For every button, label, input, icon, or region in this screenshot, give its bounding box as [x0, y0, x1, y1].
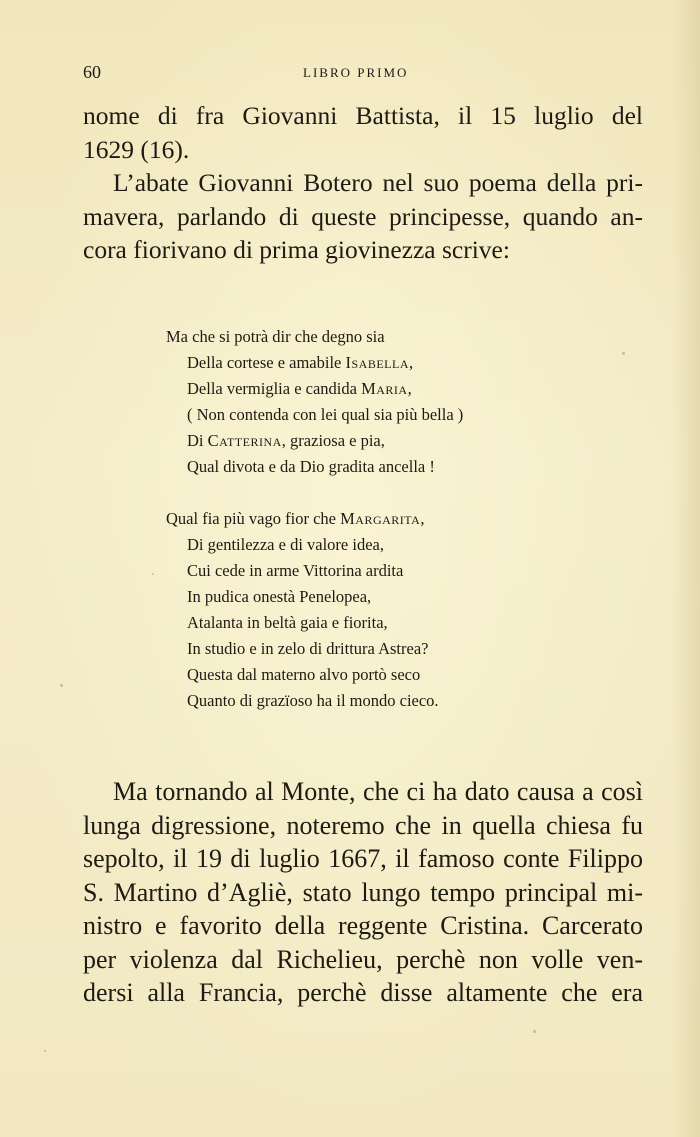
poem-stanza-1 — [166, 324, 546, 480]
text-line: S. Martino d’Agliè, stato lungo tempo principal mi- — [83, 877, 643, 907]
poem-verse: Della vermiglia e candida Maria, — [187, 379, 412, 398]
poem-verse: Atalanta in beltà gaia e fiorita, — [187, 613, 388, 632]
paper-speck — [533, 1030, 536, 1033]
running-head: LIBRO PRIMO — [303, 65, 409, 80]
poem-verse: Cui cede in arme Vittorina ardita — [187, 561, 404, 580]
paragraph-botero — [83, 166, 643, 267]
poem-verse: Della cortese e amabile Isabella, — [187, 353, 414, 372]
text-line: L’abate Giovanni Botero nel suo poema della pri- — [113, 168, 643, 197]
text-line: 1629 (16). — [83, 134, 190, 164]
page-number: 60 — [83, 62, 101, 82]
text-line: nistro e favorito della reggente Cristina. Carcerato — [83, 911, 643, 940]
poem-stanza-2 — [166, 506, 546, 714]
poem-verse: In pudica onestà Penelopea, — [187, 587, 372, 606]
text-line: nome di fra Giovanni Battista, il 15 luglio del — [83, 101, 643, 130]
poem-verse: In studio e in zelo di drittura Astrea? — [187, 639, 429, 658]
text-line: lunga digressione, noteremo che in quella chiesa fu — [83, 810, 643, 840]
paper-speck — [622, 352, 625, 355]
text-line: mavera, parlando di queste principesse, quando an- — [83, 201, 643, 231]
paper-speck — [152, 573, 154, 575]
poem-verse: Quanto di grazïoso ha il mondo cieco. — [187, 691, 439, 710]
poem-verse: Qual fia più vago fior che Margarita, — [166, 509, 425, 528]
paper-speck — [44, 1050, 46, 1052]
page-header — [83, 62, 643, 86]
paper-speck — [60, 684, 63, 687]
text-line: cora fiorivano di prima giovinezza scrive: — [83, 235, 510, 264]
text-line: Ma tornando al Monte, che ci ha dato causa a così — [113, 777, 643, 806]
poem-verse: Questa dal materno alvo portò seco — [187, 665, 421, 684]
poem-verse: Ma che si potrà dir che degno sia — [166, 327, 385, 346]
poem-verse: Di Catterina, graziosa e pia, — [187, 431, 385, 450]
poem-verse: Qual divota e da Dio gradita ancella ! — [187, 457, 435, 476]
paragraph-continued — [83, 99, 643, 166]
text-line: per violenza dal Richelieu, perchè non volle ven- — [83, 944, 643, 974]
paragraph-monte — [83, 775, 643, 1010]
poem-verse: ( Non contenda con lei qual sia più bella ) — [187, 405, 464, 424]
text-line: dersi alla Francia, perchè disse altamente che era — [83, 978, 643, 1007]
text-line: sepolto, il 19 di luglio 1667, il famoso conte Filippo — [83, 844, 643, 873]
poem-verse: Di gentilezza e di valore idea, — [187, 535, 384, 554]
